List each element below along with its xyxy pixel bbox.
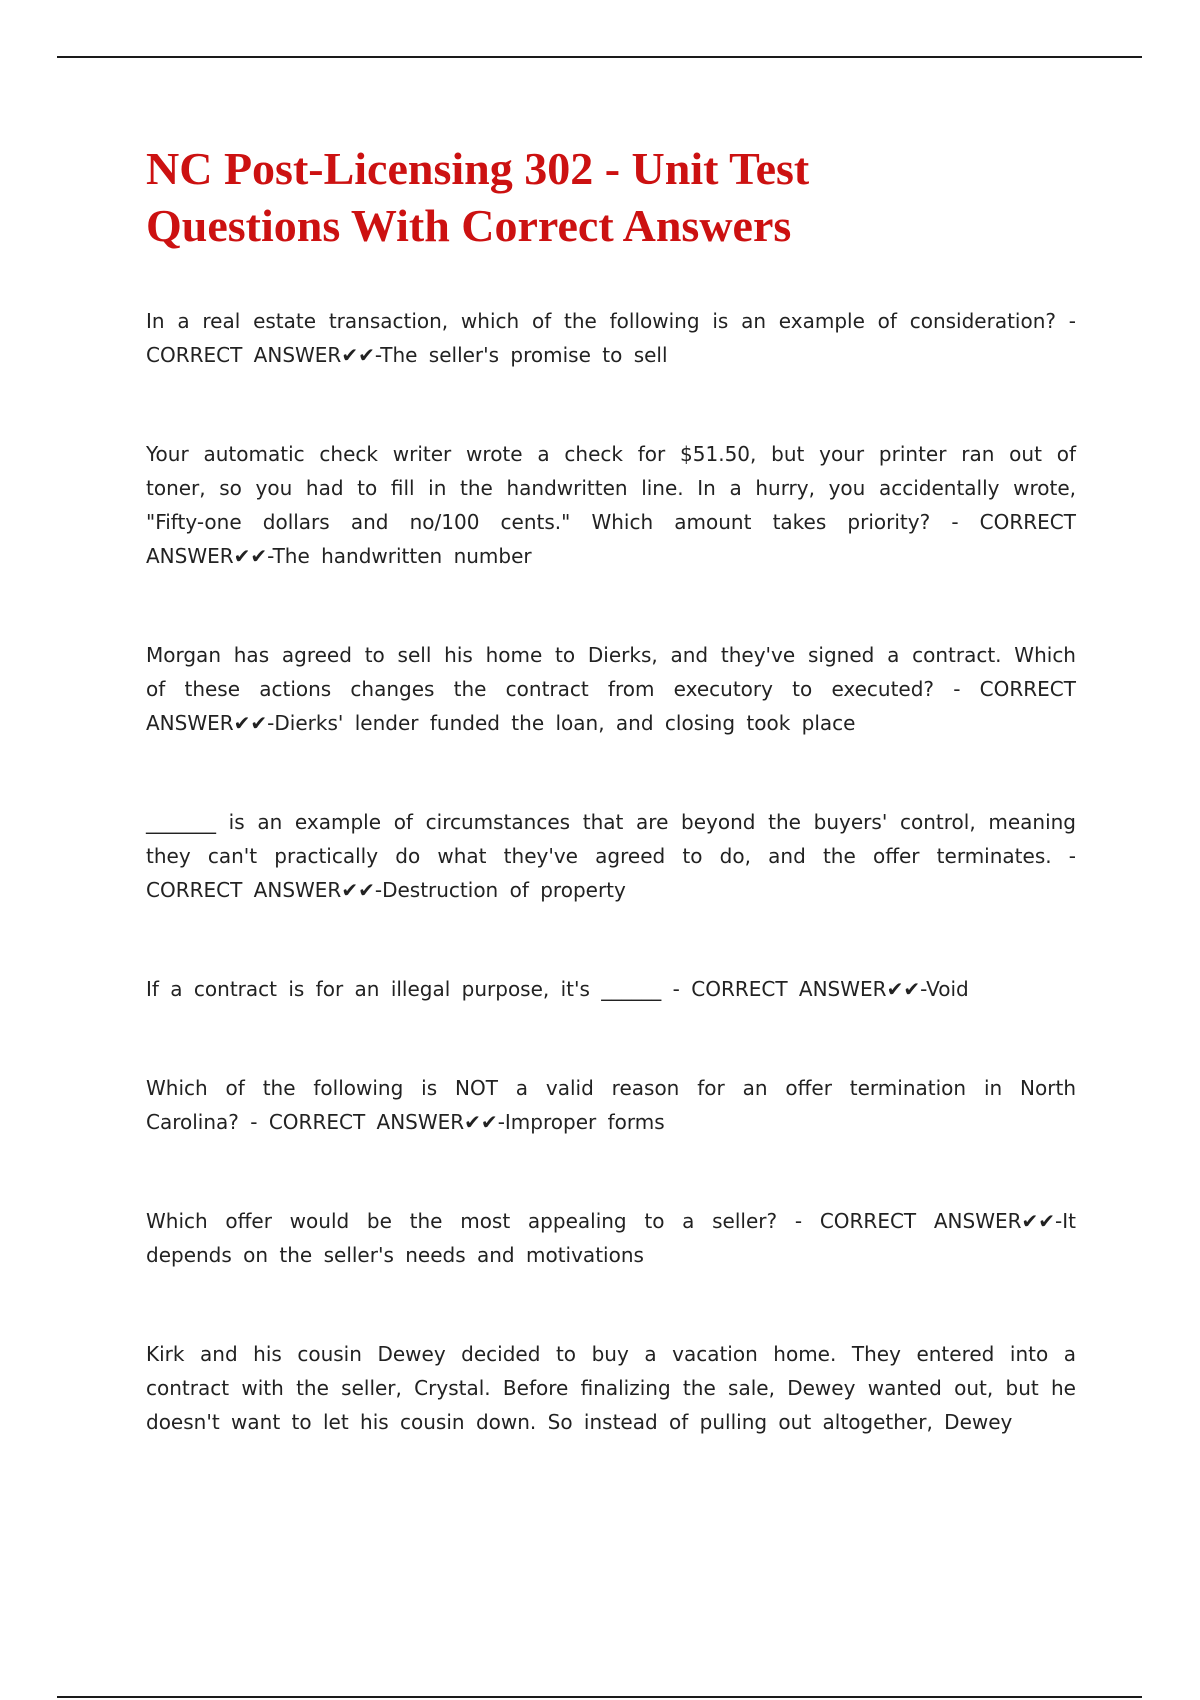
qa-item: Morgan has agreed to sell his home to Dierks, and they've signed a contract. Which of these actions changes the contract from executory to executed? - CORRECT ANSWER✔✔-Dierks' lender funded the loan, and closing took place [146,643,1076,735]
check-icon: ✔✔ [341,878,375,902]
document-body [146,140,1076,1504]
answer-text: Improper forms [504,1110,665,1134]
question-text: Which of the following is NOT a valid reason for an offer termination in North Carolina? [146,1076,1076,1134]
question-text: Your automatic check writer wrote a check for $51.50, but your printer ran out of toner, so you had to fill in the handwritten line. In a hurry, you accidentally wrote, "Fifty-one dollars and no/100 cents." Which amount takes priority? [146,442,1076,534]
question-text: If a contract is for an illegal purpose, it's ______ [146,977,662,1001]
answer-text: It depends on the seller's needs and motivations [146,1209,1076,1267]
qa-item: In a real estate transaction, which of the following is an example of consideration? - CORRECT ANSWER✔✔-The seller's promise to sell [146,309,1076,367]
check-icon: ✔✔ [886,977,921,1001]
check-icon: ✔✔ [341,343,375,367]
answer-text: The seller's promise to sell [380,343,668,367]
answer-label: CORRECT ANSWER [691,977,887,1001]
qa-item: Your automatic check writer wrote a check for $51.50, but your printer ran out of toner, so you had to fill in the handwritten line. In a hurry, you accidentally wrote, "Fifty-one dollars and no/100 cents." Which amount takes priority? - CORRECT ANSWER✔✔-The handwritten number [146,442,1076,568]
qa-item-partial [146,1337,1076,1439]
qa-item: If a contract is for an illegal purpose, it's ______ - CORRECT ANSWER✔✔-Void [146,977,969,1001]
check-icon: ✔✔ [464,1110,498,1134]
answer-label: CORRECT ANSWER [146,343,342,367]
answer-label: CORRECT ANSWER [146,677,1076,735]
answer-text: The handwritten number [272,544,532,568]
answer-label: CORRECT ANSWER [146,878,342,902]
answer-text: Dierks' lender funded the loan, and closing took place [274,711,856,735]
question-text: _______ is an example of circumstances that are beyond the buyers' control, meaning they can't practically do what they've agreed to do, and the offer terminates. [146,810,1076,868]
answer-text: Void [926,977,969,1001]
question-text: In a real estate transaction, which of the following is an example of consideration? [146,309,1056,333]
answer-label: CORRECT ANSWER [146,510,1076,568]
answer-label: CORRECT ANSWER [819,1209,1022,1233]
qa-list [146,304,1076,1439]
top-rule [57,56,1142,58]
qa-item: _______ is an example of circumstances that are beyond the buyers' control, meaning they can't practically do what they've agreed to do, and the offer terminates. - CORRECT ANSWER✔✔-Destruction of property [146,810,1076,902]
answer-text: Destruction of property [382,878,626,902]
qa-item: Which of the following is NOT a valid reason for an offer termination in North Carolina? - CORRECT ANSWER✔✔-Improper forms [146,1076,1076,1134]
check-icon: ✔✔ [233,544,268,568]
question-text: Morgan has agreed to sell his home to Dierks, and they've signed a contract. Which of these actions changes the contract from executory to executed? [146,643,1076,701]
check-icon: ✔✔ [1021,1209,1056,1233]
check-icon: ✔✔ [233,711,268,735]
bottom-rule [57,1696,1142,1698]
question-text: Which offer would be the most appealing to a seller? [146,1209,778,1233]
document-title: NC Post-Licensing 302 - Unit Test Questions With Correct Answers [146,143,810,251]
question-text: Kirk and his cousin Dewey decided to buy a vacation home. They entered into a contract with the seller, Crystal. Before finalizing the sale, Dewey wanted out, but he doesn't want to let his cousin down. So instead of pulling out altogether, Dewey [146,1342,1076,1434]
answer-label: CORRECT ANSWER [268,1110,465,1134]
qa-item: Which offer would be the most appealing to a seller? - CORRECT ANSWER✔✔-It depends on the seller's needs and motivations [146,1209,1076,1267]
